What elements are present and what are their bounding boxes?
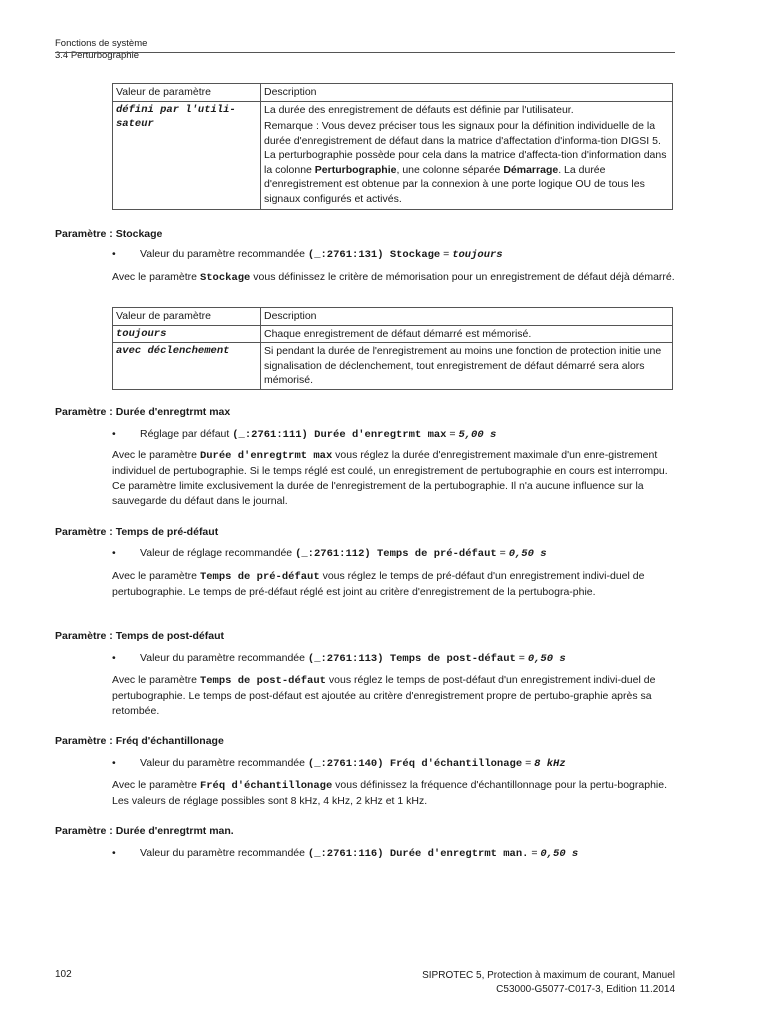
parameter-setting: toujours [452,249,503,261]
para-text: vous définissez la fréquence d'échantillonnage pour la pertu-bographie. Les valeurs de réglage possibles sont 8 kHz, 4 kHz, 2 kHz et 1 kHz. [112,779,667,807]
equals: = [496,547,509,559]
parameter-description: Chaque enregistrement de défaut démarré est mémorisé. [261,325,673,343]
bullet-text: Valeur du paramètre recommandée [140,652,308,664]
para-text: vous réglez la durée d'enregistrement maximale d'un enre-gistrement individuel de pertubographie. Si le temps réglé est coulé, un enregistrement de pertubographie en cours est interrompu. Ce paramètre limite exclusivement la durée de l'enregistrement de la pertubographie. Il n'a aucune influence sur la sauvegarde du défaut dans le journal. [112,449,668,507]
section-title: 3.4 Perturbographie [55,50,139,61]
column-header-description: Description [261,84,673,102]
remark-bold-start: Démarrage [503,163,559,176]
bullet-stockage [112,248,503,261]
parameter-code: (_:2761:131) Stockage [307,249,441,261]
para-text: vous réglez le temps de pré-défaut d'un enregistrement indivi-duel de pertubographie. Le temps de pré-défaut réglé est joint au critère d'enregistrement de la pertubogra-phie. [112,570,645,598]
footer-edition: C53000-G5077-C017-3, Edition 11.2014 [496,984,675,995]
parameter-setting: 0,50 s [508,548,547,560]
bullet-glyph: • [112,428,116,440]
page-number: 102 [55,969,72,980]
para-text: Avec le paramètre [112,570,200,582]
bullet-max-duration [112,428,496,441]
section-heading-manual-duration: Paramètre : Durée d'enregtrmt man. [55,825,234,837]
section-heading-post-fault: Paramètre : Temps de post-défaut [55,630,225,642]
para-text: Avec le paramètre [112,449,200,461]
parameter-code: Temps de post-défaut [199,675,326,687]
para-text: vous définissez le critère de mémorisation pour un enregistrement de défaut déjà démarré. [250,271,675,283]
parameter-code: (_:2761:140) Fréq d'échantillonage [307,758,523,770]
table-header-row [113,84,673,102]
parameter-code: Stockage [199,272,251,284]
bullet-text: Valeur de réglage recommandée [140,547,296,559]
remark-text [264,119,669,206]
para-text: Avec le paramètre [112,779,200,791]
bullet-glyph: • [112,847,116,859]
parameter-setting: 5,00 s [458,429,497,441]
table-row [113,101,673,210]
equals: = [515,652,528,664]
equals: = [440,248,453,260]
paragraph-pre-fault [112,569,677,600]
paragraph-post-fault [112,673,677,719]
paragraph-stockage [112,270,677,286]
header-rule [55,52,675,53]
parameter-code: (_:2761:113) Temps de post-défaut [307,653,516,665]
parameter-value: avec déclenchement [113,343,261,390]
para-text: vous réglez le temps de post-défaut d'un enregistrement indivi-duel de pertubographie. Le temps de post-défaut est ajoutée au critère d'enregistrement propre de pertubo-graphie après sa retombée. [112,674,656,717]
bullet-text: Réglage par défaut [140,428,233,440]
bullet-glyph: • [112,652,116,664]
para-text: Avec le paramètre [112,674,200,686]
para-text: Avec le paramètre [112,271,200,283]
section-heading-stockage: Paramètre : Stockage [55,228,163,240]
bullet-sampling [112,757,566,770]
bullet-text: Valeur du paramètre recommandée [140,248,308,260]
bullet-text: Valeur du paramètre recommandée [140,847,308,859]
parameter-setting: 8 kHz [534,758,566,770]
paragraph-sampling [112,778,677,809]
parameter-setting: 0,50 s [540,848,579,860]
bullet-text: Valeur du paramètre recommandée [140,757,308,769]
remark-part: Remarque : Vous devez préciser tous les signaux pour la définition individuelle de la durée d'enregistrement de défaut dans la matrice d'affectation d'informa-tion DIGSI 5. La perturbographie possède pour cela dans la matrice d'affecta-tion d'information dans la colonne [264,120,667,176]
parameter-code: (_:2761:112) Temps de pré-défaut [295,548,497,560]
parameter-code: Durée d'enregtrmt max [199,450,333,462]
parameter-code: (_:2761:116) Durée d'enregtrmt man. [307,848,529,860]
parameter-value: toujours [113,325,261,343]
column-header-description: Description [261,308,673,326]
chapter-title: Fonctions de système [55,38,148,49]
bullet-manual-duration [112,847,578,860]
section-heading-pre-fault: Paramètre : Temps de pré-défaut [55,526,219,538]
equals: = [528,847,541,859]
remark-part: . La durée d'enregistrement est obtenue par la connexion à une porte logique OU de tous les signaux configurés et activés. [264,163,645,205]
column-header-value: Valeur de paramètre [113,308,261,326]
parameter-table-stockage [112,307,673,390]
parameter-description [261,101,673,210]
parameter-description: Si pendant la durée de l'enregistrement au moins une fonction de protection initie une signalisation de déclenchement, tout enregistrement de défaut démarré sera alors mémorisé. [261,343,673,390]
parameter-value: défini par l'utili-sateur [113,101,261,210]
parameter-code: Temps de pré-défaut [199,571,320,583]
parameter-code: Fréq d'échantillonage [199,780,333,792]
paragraph-max-duration [112,448,677,509]
section-heading-sampling: Paramètre : Fréq d'échantillonage [55,735,224,747]
running-header [55,38,675,62]
description-text: La durée des enregistrement de défauts est définie par l'utilisateur. [264,103,574,116]
footer-document-info [422,969,675,997]
parameter-table-duration [112,83,673,210]
equals: = [522,757,535,769]
section-heading-max-duration: Paramètre : Durée d'enregtrmt max [55,406,231,418]
footer-manual-title: SIPROTEC 5, Protection à maximum de courant, Manuel [422,970,675,981]
column-header-value: Valeur de paramètre [113,84,261,102]
table-header-row [113,308,673,326]
bullet-glyph: • [112,547,116,559]
bullet-glyph: • [112,248,116,260]
remark-bold-column: Perturbographie [314,163,397,176]
parameter-code: (_:2761:111) Durée d'enregtrmt max [232,429,447,441]
parameter-setting: 0,50 s [527,653,566,665]
equals: = [446,428,459,440]
remark-part: , une colonne séparée [396,163,504,176]
bullet-glyph: • [112,757,116,769]
bullet-pre-fault [112,547,547,560]
table-row [113,325,673,343]
table-row [113,343,673,390]
bullet-post-fault [112,652,566,665]
